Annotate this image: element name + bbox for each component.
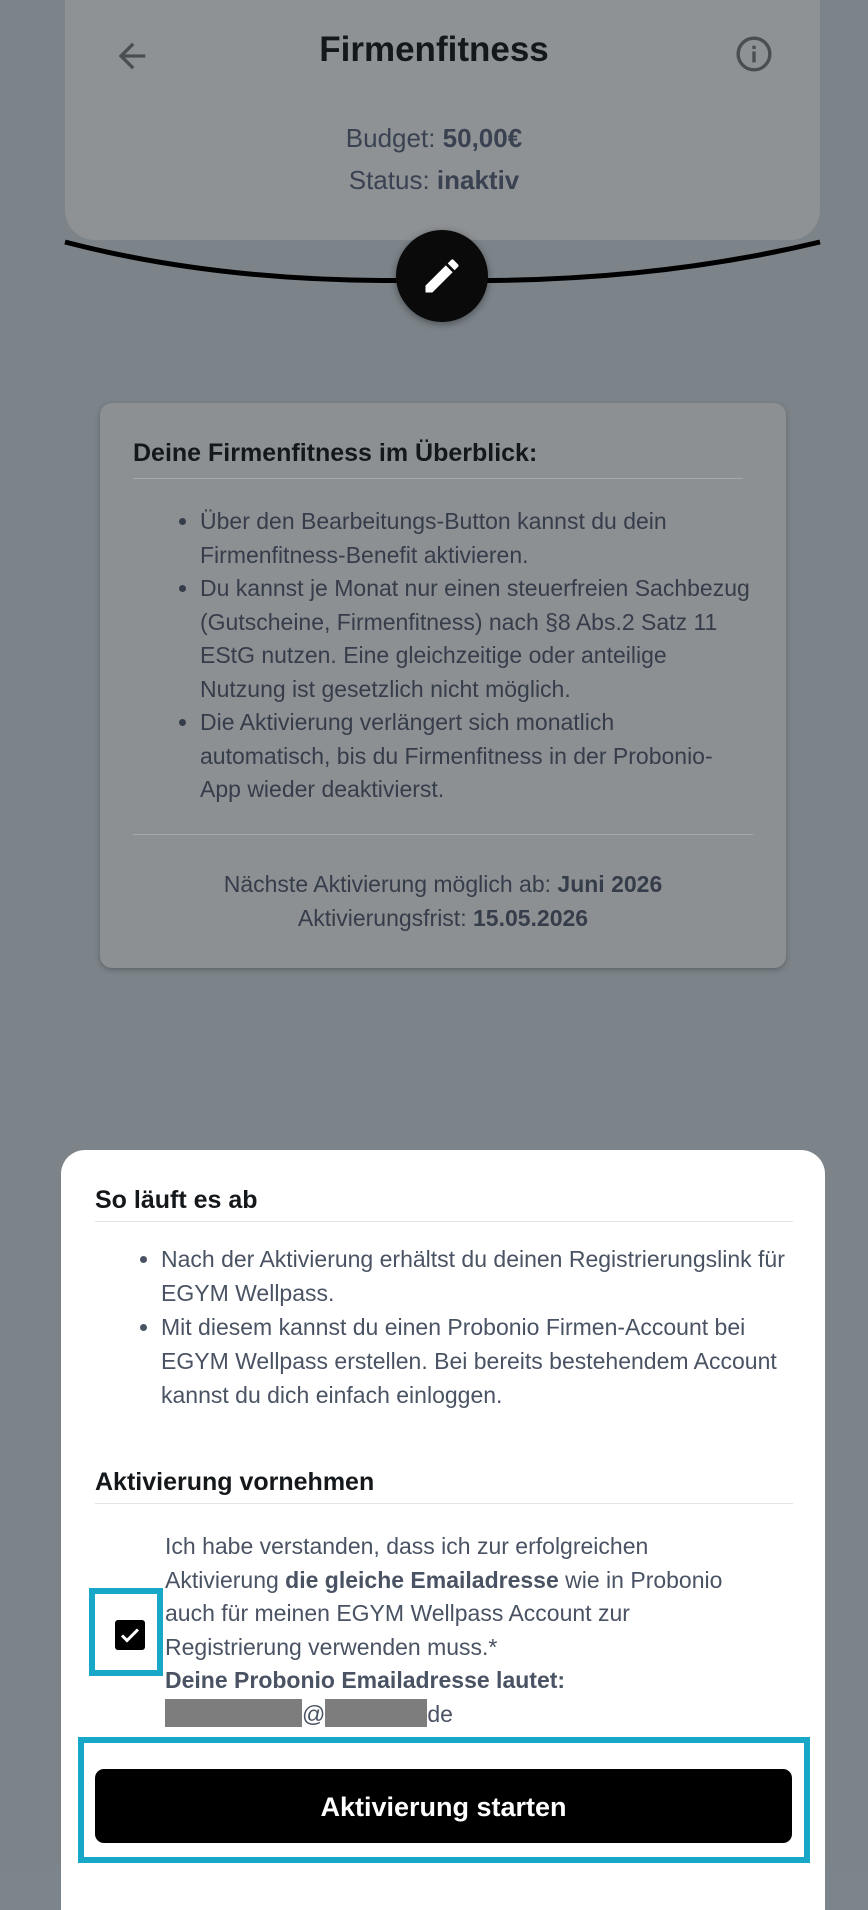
status-line: Status: inaktiv [348,165,520,195]
consent-text: Ich habe verstanden, dass ich zur erfolgreichen Aktivierung die gleiche Emailadresse wie in Probonio auch für meinen EGYM Wellpass Account zur Registrierung verwenden muss.* Deine Probonio Emailadresse lautet: @ de [165,1533,723,1727]
divider [133,834,753,835]
next-activation: Nächste Aktivierung möglich ab: Juni 2026 [223,871,663,897]
process-list [61,1242,801,1412]
start-activation-button[interactable]: Aktivierung starten [95,1769,792,1843]
info-button[interactable] [734,34,774,74]
overview-list [100,505,750,807]
list-item: • Nach der Aktivierung erhältst du deinen Registrierungslink für EGYM Wellpass. [161,1242,801,1310]
status-value: inaktiv [436,165,520,195]
consent-checkbox[interactable] [115,1620,145,1650]
list-item: • Über den Bearbeitungs-Button kannst du dein Firmenfitness-Benefit aktivieren. [200,505,750,572]
edit-button[interactable] [396,230,488,322]
budget-value: 50,00€ [442,123,523,153]
activation-heading: Aktivierung vornehmen [95,1468,793,1504]
list-item: • Die Aktivierung verlängert sich monatlich automatisch, bis du Firmenfitness in der Probonio-App wieder deaktivierst. [200,706,750,807]
activation-deadline: Aktivierungsfrist: 15.05.2026 [297,905,589,931]
budget-line: Budget: 50,00€ [345,123,523,153]
page-title: Firmenfitness [319,30,549,69]
email-address: @ de [165,1701,453,1727]
redacted-block [165,1699,302,1727]
overview-heading: Deine Firmenfitness im Überblick: [133,439,743,479]
process-heading: So läuft es ab [95,1186,793,1222]
list-item: • Mit diesem kannst du einen Probonio Firmen-Account bei EGYM Wellpass erstellen. Bei bereits bestehendem Account kannst du dich einfach einloggen. [161,1310,801,1412]
info-circle-icon [734,34,774,74]
list-item: • Du kannst je Monat nur einen steuerfreien Sachbezug (Gutscheine, Firmenfitness) nach §8 Abs.2 Satz 11 EStG nutzen. Eine gleichzeitige oder anteilige Nutzung ist gesetzlich nicht möglich. [200,572,750,706]
checkmark-icon [118,1623,142,1647]
redacted-block [325,1699,427,1727]
pencil-icon [420,254,464,298]
overview-card [100,403,786,968]
email-label: Deine Probonio Emailadresse lautet: [165,1667,566,1693]
